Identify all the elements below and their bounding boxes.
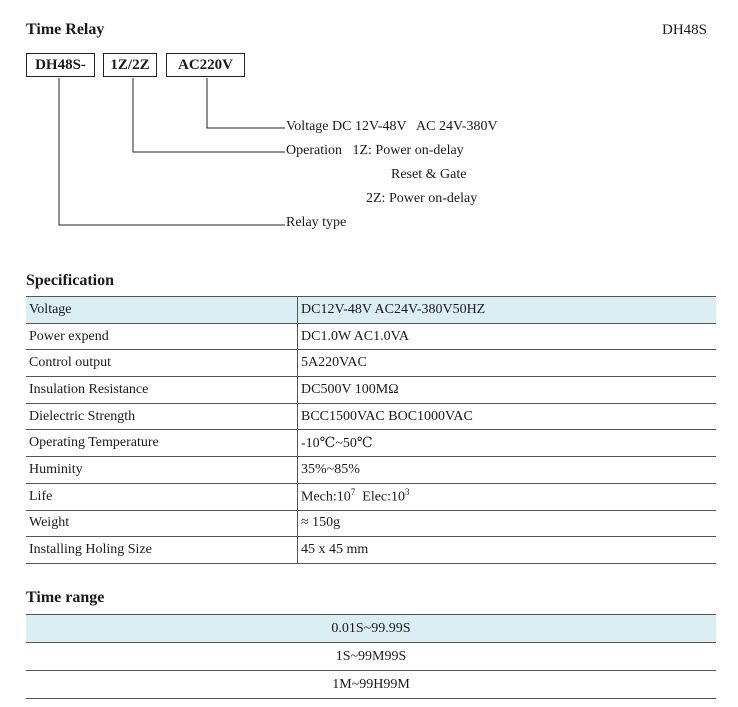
spec-name: Power expend [26, 323, 298, 350]
label-2z: 2Z: Power on-delay [366, 191, 478, 206]
time-range-value: 1S~99M99S [26, 643, 716, 671]
spec-name: Weight [26, 510, 298, 537]
code-box-operation: 1Z/2Z [103, 53, 157, 77]
time-range-title: Time range [26, 589, 105, 606]
table-row [26, 323, 716, 350]
spec-name: Insulation Resistance [26, 377, 298, 404]
spec-value: 35%~85% [298, 457, 717, 484]
spec-name: Voltage [26, 297, 298, 324]
model-number: DH48S [662, 22, 708, 38]
table-row [26, 510, 716, 537]
spec-name: Life [26, 483, 298, 510]
time-range-table [26, 614, 716, 699]
time-range-value: 1M~99H99M [26, 671, 716, 699]
label-voltage: Voltage DC 12V-48V AC 24V-380V [286, 119, 498, 134]
spec-value: DC500V 100MΩ [298, 377, 717, 404]
table-row [26, 430, 716, 457]
code-box-voltage: AC220V [166, 53, 245, 77]
label-operation: Operation 1Z: Power on-delay [286, 143, 464, 158]
spec-value: DC12V-48V AC24V-380V50HZ [298, 297, 717, 324]
spec-value: DC1.0W AC1.0VA [298, 323, 717, 350]
spec-value: -10℃~50℃ [298, 430, 717, 457]
spec-value: 5A220VAC [298, 350, 717, 377]
life-elec: Elec:10 [362, 489, 406, 505]
table-row [26, 403, 716, 430]
table-row [26, 643, 716, 671]
code-box-model: DH48S- [26, 53, 95, 77]
life-mech-exponent: 7 [350, 487, 356, 498]
spec-name: Dielectric Strength [26, 403, 298, 430]
specification-table [26, 296, 716, 564]
life-elec-exponent: 3 [405, 487, 410, 498]
table-row [26, 483, 716, 510]
label-reset-gate: Reset & Gate [391, 167, 467, 182]
spec-name: Control output [26, 350, 298, 377]
table-row [26, 297, 716, 324]
spec-name: Huminity [26, 457, 298, 484]
table-row [26, 377, 716, 404]
spec-name: Operating Temperature [26, 430, 298, 457]
specification-title: Specification [26, 272, 114, 289]
spec-value: 45 x 45 mm [298, 537, 717, 564]
table-row [26, 350, 716, 377]
time-range-value: 0.01S~99.99S [26, 615, 716, 643]
page-title: Time Relay [26, 21, 105, 38]
table-row [26, 537, 716, 564]
table-row [26, 457, 716, 484]
label-relay-type: Relay type [286, 215, 347, 230]
spec-value: ≈ 150g [298, 510, 717, 537]
life-mech: Mech:10 [301, 489, 351, 505]
spec-value: BCC1500VAC BOC1000VAC [298, 403, 717, 430]
table-row [26, 671, 716, 699]
spec-value-life [298, 483, 717, 510]
spec-name: Installing Holing Size [26, 537, 298, 564]
table-row [26, 615, 716, 643]
